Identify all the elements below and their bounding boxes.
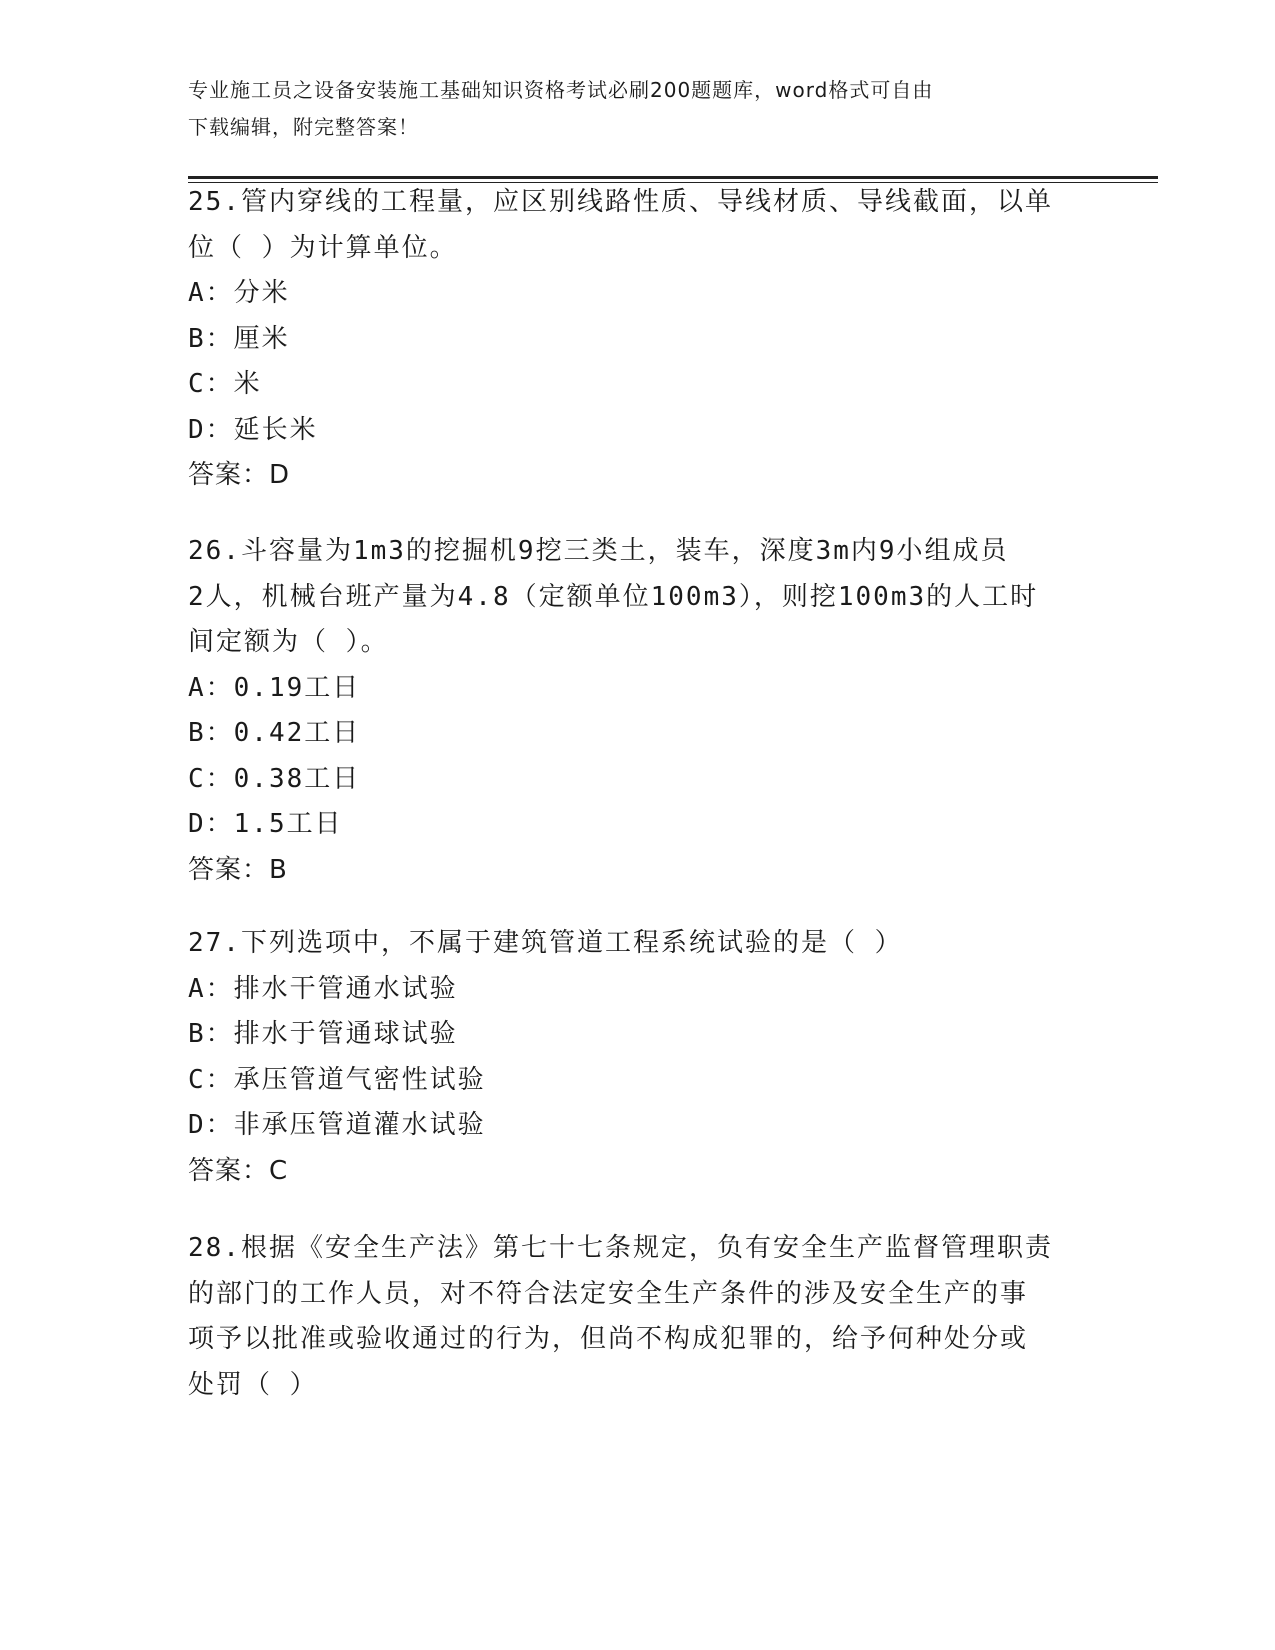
answer-line: 答案：B: [188, 854, 288, 885]
question-stem-line: 项予以批准或验收通过的行为，但尚不构成犯罪的，给予何种处分或: [188, 1324, 1029, 1354]
question-stem-line: 的部门的工作人员，对不符合法定安全生产条件的涉及安全生产的事: [188, 1278, 1029, 1309]
question-stem-line: 27.下列选项中，不属于建筑管道工程系统试验的是（ ）: [188, 928, 903, 958]
option-b: B：排水于管通球试验: [188, 1019, 458, 1049]
question-stem-line: 处罚（ ）: [188, 1369, 318, 1400]
option-d: D：延长米: [188, 414, 318, 445]
question-stem-line: 25.管内穿线的工程量，应区别线路性质、导线材质、导线截面，以单: [188, 187, 1053, 217]
header-divider-thick: [188, 176, 1158, 179]
question-stem-line: 间定额为（ ）。: [188, 627, 389, 657]
document-header: [188, 72, 1088, 146]
answer-line: 答案：D: [188, 460, 291, 490]
header-line-1: 专业施工员之设备安装施工基础知识资格考试必刷200题题库，word格式可自由: [188, 78, 934, 102]
question-25: [188, 180, 1088, 499]
option-a: A：分米: [188, 278, 290, 308]
option-d: D：非承压管道灌水试验: [188, 1110, 486, 1140]
answer-line: 答案：C: [188, 1155, 289, 1186]
option-b: B：0.42工日: [188, 718, 361, 748]
question-stem-line: 位（ ）为计算单位。: [188, 232, 458, 263]
option-a: A：排水干管通水试验: [188, 973, 458, 1004]
question-stem-line: 26.斗容量为1m3的挖掘机9挖三类土，装车，深度3m内9小组成员: [188, 536, 1009, 566]
question-26: [188, 529, 1088, 893]
question-27: [188, 921, 1088, 1194]
option-c: C：米: [188, 369, 262, 399]
option-d: D：1.5工日: [188, 809, 343, 839]
option-c: C：0.38工日: [188, 763, 361, 794]
header-line-2: 下载编辑，附完整答案！: [188, 115, 419, 139]
option-b: B：厘米: [188, 323, 290, 354]
question-stem-line: 28.根据《安全生产法》第七十七条规定，负有安全生产监督管理职责: [188, 1233, 1053, 1263]
question-28: [188, 1226, 1088, 1408]
option-c: C：承压管道气密性试验: [188, 1064, 486, 1095]
option-a: A：0.19工日: [188, 672, 361, 703]
question-stem-line: 2人，机械台班产量为4.8（定额单位100m3），则挖100m3的人工时: [188, 581, 1039, 612]
